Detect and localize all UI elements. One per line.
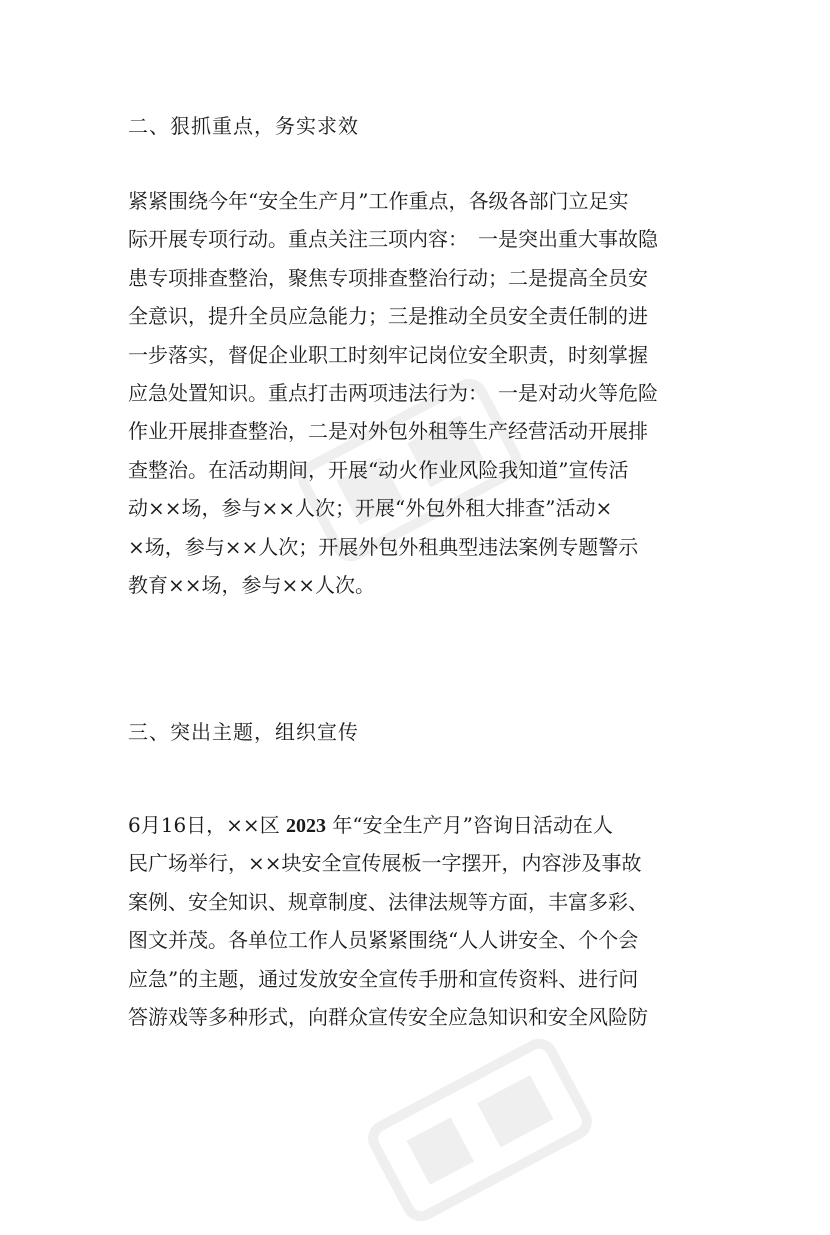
paragraph-line: 际开展专项行动。重点关注三项内容： 一是突出重大事故隐 bbox=[128, 227, 658, 252]
paragraph-line: 患专项排查整治，聚焦专项排查整治行动；二是提高全员安 bbox=[128, 265, 648, 290]
date-text: 6月16日，××区 bbox=[128, 813, 287, 837]
paragraph-line: 作业开展排查整治，二是对外包外租等生产经营活动开展排 bbox=[128, 419, 648, 444]
year-text: 2023 bbox=[286, 815, 327, 837]
paragraph-line: 一步落实，督促企业职工时刻牢记岗位安全职责，时刻掌握 bbox=[128, 342, 648, 367]
section-heading: 三、突出主题，组织宣传 bbox=[128, 720, 359, 744]
paragraph-line: ×场，参与××人次；开展外包外租典型违法案例专题警示 bbox=[128, 534, 639, 559]
paragraph-line: 应急处置知识。重点打击两项违法行为： 一是对动火等危险 bbox=[128, 380, 658, 405]
section-paragraph bbox=[128, 182, 728, 604]
paragraph-line: 答游戏等多种形式，向群众宣传安全应急知识和安全风险防 bbox=[128, 1004, 648, 1029]
paragraph-line: 图文并茂。各单位工作人员紧紧围绕“人人讲安全、个个会 bbox=[128, 928, 639, 953]
watermark-logo-icon bbox=[355, 1025, 606, 1234]
paragraph-line: 动××场，参与××人次；开展“外包外租大排查”活动× bbox=[128, 496, 613, 521]
paragraph-line: 全意识，提升全员应急能力；三是推动全员安全责任制的进 bbox=[128, 304, 648, 329]
paragraph-line: 教育××场，参与××人次。 bbox=[128, 572, 376, 597]
paragraph-line: 民广场举行，××块安全宣传展板一字摆开，内容涉及事故 bbox=[128, 851, 642, 876]
paragraph-line bbox=[128, 806, 728, 844]
paragraph-line: 查整治。在活动期间，开展“动火作业风险我知道”宣传活 bbox=[128, 457, 629, 482]
paragraph-line: 紧紧围绕今年“安全生产月”工作重点，各级各部门立足实 bbox=[128, 189, 629, 213]
section-heading: 二、狠抓重点，务实求效 bbox=[128, 114, 359, 138]
paragraph-line: 应急”的主题，通过发放安全宣传手册和宣传资料、进行问 bbox=[128, 966, 639, 991]
section-paragraph bbox=[128, 806, 728, 1036]
line-text: 年“安全生产月”咨询日活动在人 bbox=[326, 813, 613, 837]
paragraph-line: 案例、安全知识、规章制度、法律法规等方面，丰富多彩、 bbox=[128, 889, 648, 914]
